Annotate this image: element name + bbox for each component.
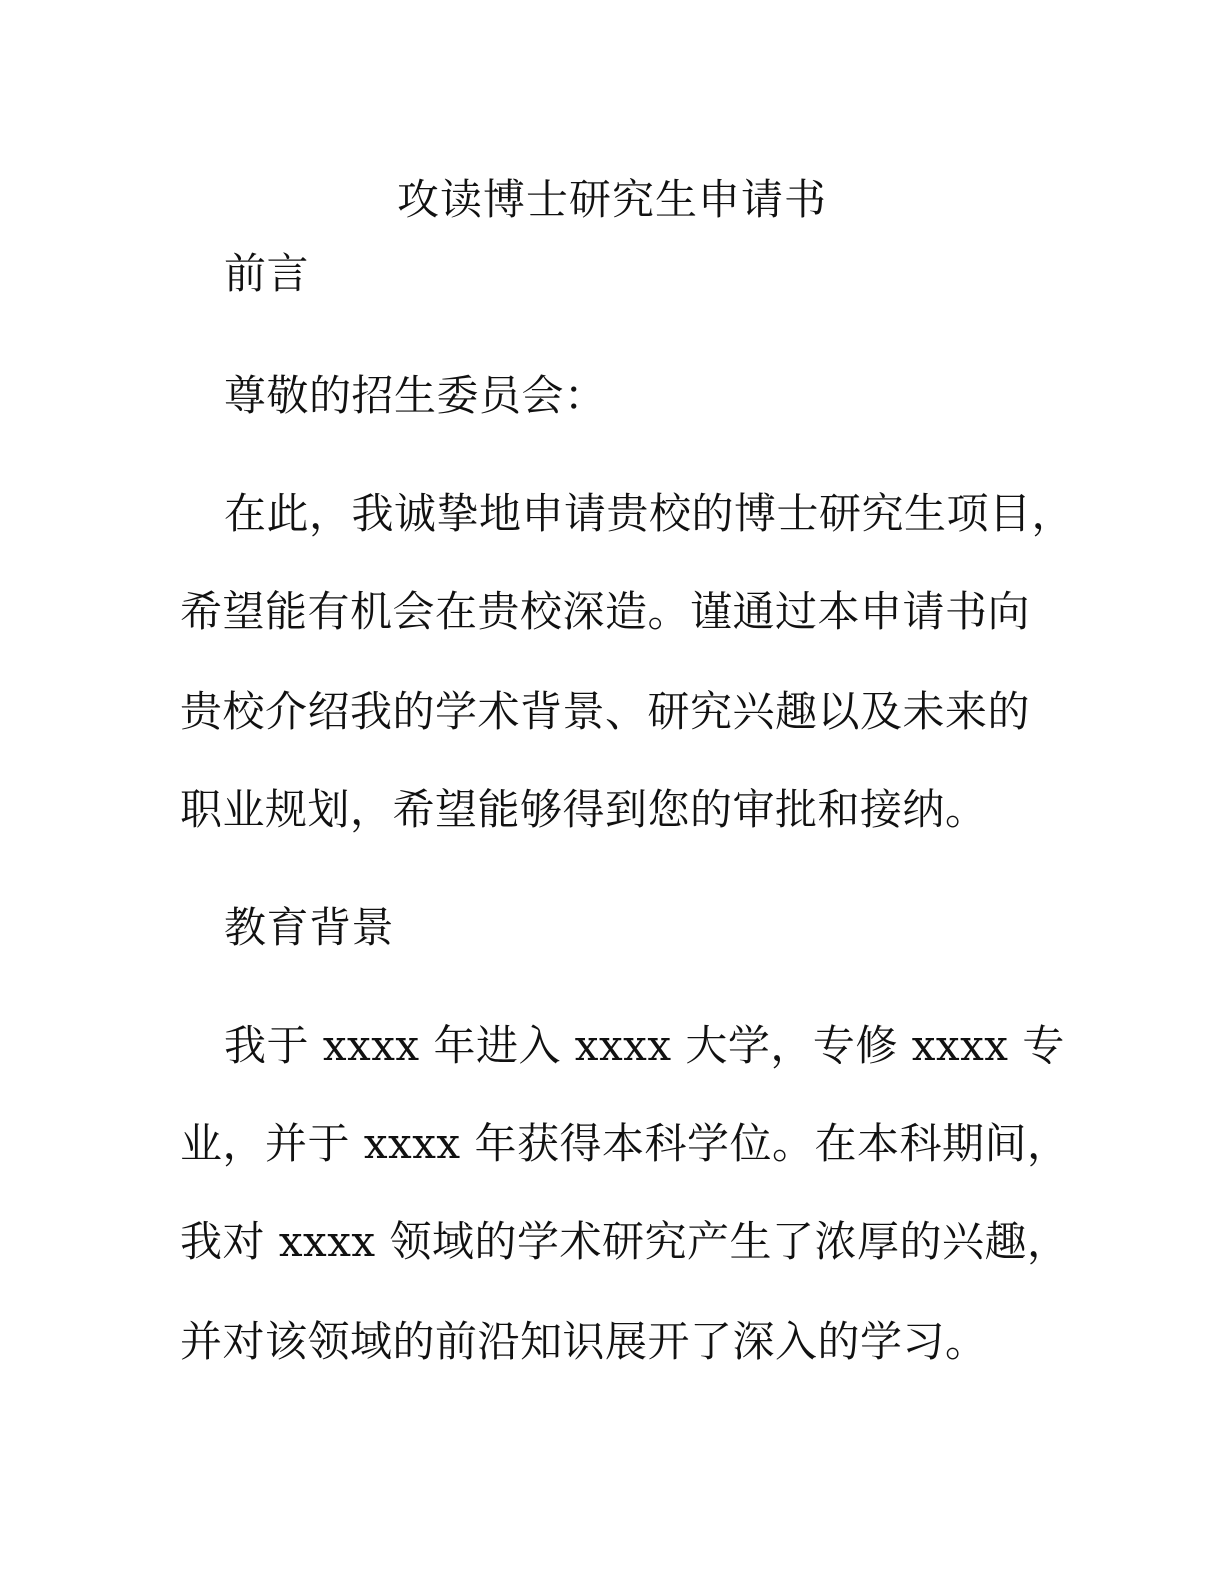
document-title: 攻读博士研究生申请书	[396, 175, 827, 224]
education-line-1: 我于 xxxx 年进入 xxxx 大学，专修 xxxx 专	[224, 1021, 1065, 1070]
intro-line-2: 希望能有机会在贵校深造。谨通过本申请书向	[180, 587, 1031, 636]
education-heading: 教育背景	[224, 903, 395, 952]
preface-heading: 前言	[224, 249, 310, 298]
intro-line-4: 职业规划，希望能够得到您的审批和接纳。	[180, 785, 988, 834]
intro-line-1: 在此，我诚挚地申请贵校的博士研究生项目，	[224, 489, 1075, 538]
education-line-3: 我对 xxxx 领域的学术研究产生了浓厚的兴趣，	[180, 1217, 1070, 1266]
education-line-4: 并对该领域的前沿知识展开了深入的学习。	[180, 1317, 988, 1366]
education-line-2: 业，并于 xxxx 年获得本科学位。在本科期间，	[180, 1119, 1070, 1168]
salutation: 尊敬的招生委员会：	[224, 371, 607, 420]
intro-line-3: 贵校介绍我的学术背景、研究兴趣以及未来的	[180, 687, 1031, 736]
